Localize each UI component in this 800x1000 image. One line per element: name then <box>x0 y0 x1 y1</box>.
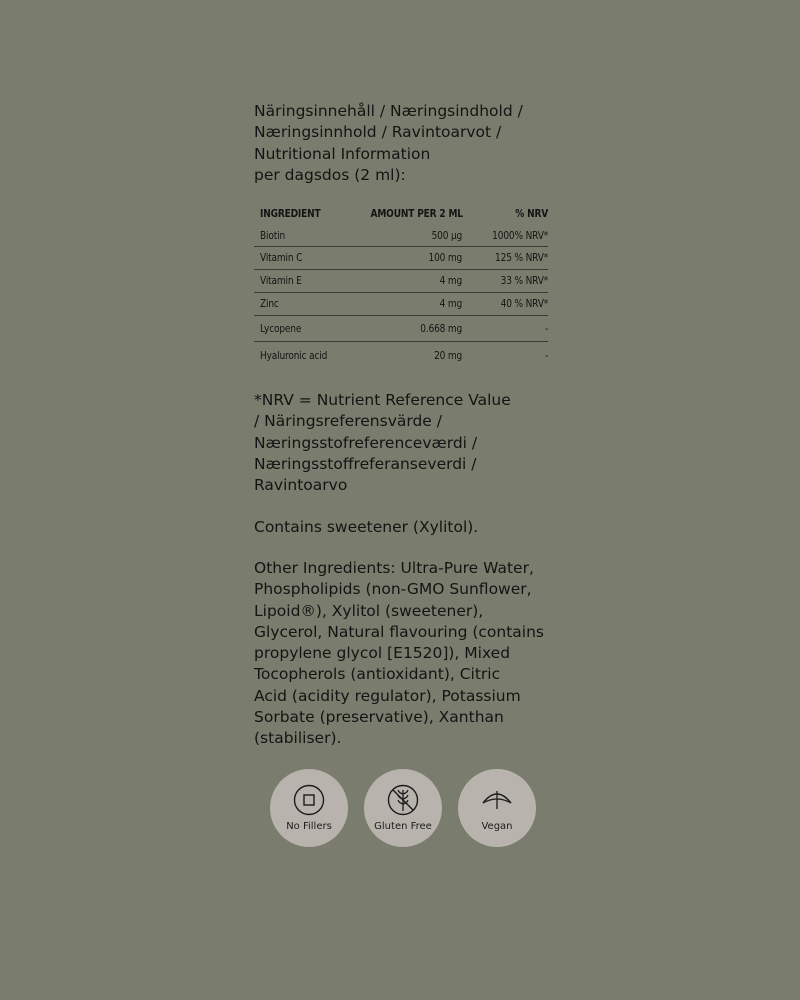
table-row <box>254 247 548 270</box>
sweetener-note: Contains sweetener (Xylitol). <box>254 517 479 536</box>
spacer <box>254 538 564 558</box>
table-row <box>254 293 548 316</box>
cell-ingredient: Zinc <box>260 298 279 311</box>
cell-amount: 4 mg <box>439 275 463 288</box>
nutrition-heading <box>254 101 564 186</box>
cell-ingredient: Biotin <box>260 230 286 243</box>
table-header-row <box>254 202 548 226</box>
no-fillers-icon <box>292 783 326 817</box>
cell-nrv: 33 % NRV* <box>500 275 549 288</box>
heading-line-3: Nutritional Information <box>254 144 431 163</box>
column-header-nrv: % NRV <box>515 208 549 221</box>
badge-gluten-free <box>364 769 442 847</box>
badge-label: Vegan <box>481 820 513 832</box>
column-header-amount: AMOUNT PER 2 ML <box>370 208 463 221</box>
badge-no-fillers <box>270 769 348 847</box>
table-row <box>254 226 548 247</box>
heading-line-4: per dagsdos (2 ml): <box>254 165 406 184</box>
other-ingredients: Other Ingredients: Ultra-Pure Water, Phospholipids (non-GMO Sunflower, Lipoid®), Xylitol (sweetener), Glycerol, Natural flavouring (contains propylene glycol [E1520]), Mixed Tocopherols (antioxidant), Citric Acid (acidity regulator), Potassium Sorbate (preservative), Xanthan (stabiliser). <box>254 558 544 748</box>
cell-nrv: 40 % NRV* <box>500 298 549 311</box>
table-row <box>254 316 548 342</box>
cell-amount: 500 µg <box>431 230 463 243</box>
badge-row <box>270 769 536 847</box>
cell-amount: 20 mg <box>434 350 463 363</box>
nrv-footnote: *NRV = Nutrient Reference Value / Näringsreferensvärde / Næringsstofreferenceværdi / Næringsstoffreferanseverdi / Ravintoarvo <box>254 391 511 495</box>
cell-nrv: - <box>545 322 549 335</box>
vegan-leaf-icon <box>480 783 514 817</box>
cell-nrv: 125 % NRV* <box>495 252 549 265</box>
table-row <box>254 270 548 293</box>
cell-nrv: - <box>545 350 549 363</box>
badge-vegan <box>458 769 536 847</box>
badge-label: Gluten Free <box>374 820 432 832</box>
badge-label: No Fillers <box>286 820 332 832</box>
heading-line-2: Næringsinnhold / Ravintoarvot / <box>254 123 502 142</box>
cell-nrv: 1000% NRV* <box>492 230 549 243</box>
gluten-free-icon <box>386 783 420 817</box>
cell-amount: 100 mg <box>428 252 463 265</box>
table-row <box>254 342 548 370</box>
nutrition-panel <box>254 101 564 750</box>
cell-ingredient: Vitamin E <box>260 275 302 288</box>
nutrition-table <box>254 202 548 370</box>
cell-ingredient: Lycopene <box>260 322 302 335</box>
column-header-ingredient: INGREDIENT <box>260 208 321 221</box>
cell-amount: 4 mg <box>439 298 463 311</box>
cell-amount: 0.668 mg <box>420 322 463 335</box>
heading-line-1: Näringsinnehåll / Næringsindhold / <box>254 102 523 120</box>
cell-ingredient: Hyaluronic acid <box>260 350 328 363</box>
cell-ingredient: Vitamin C <box>260 252 303 265</box>
spacer <box>254 497 564 517</box>
